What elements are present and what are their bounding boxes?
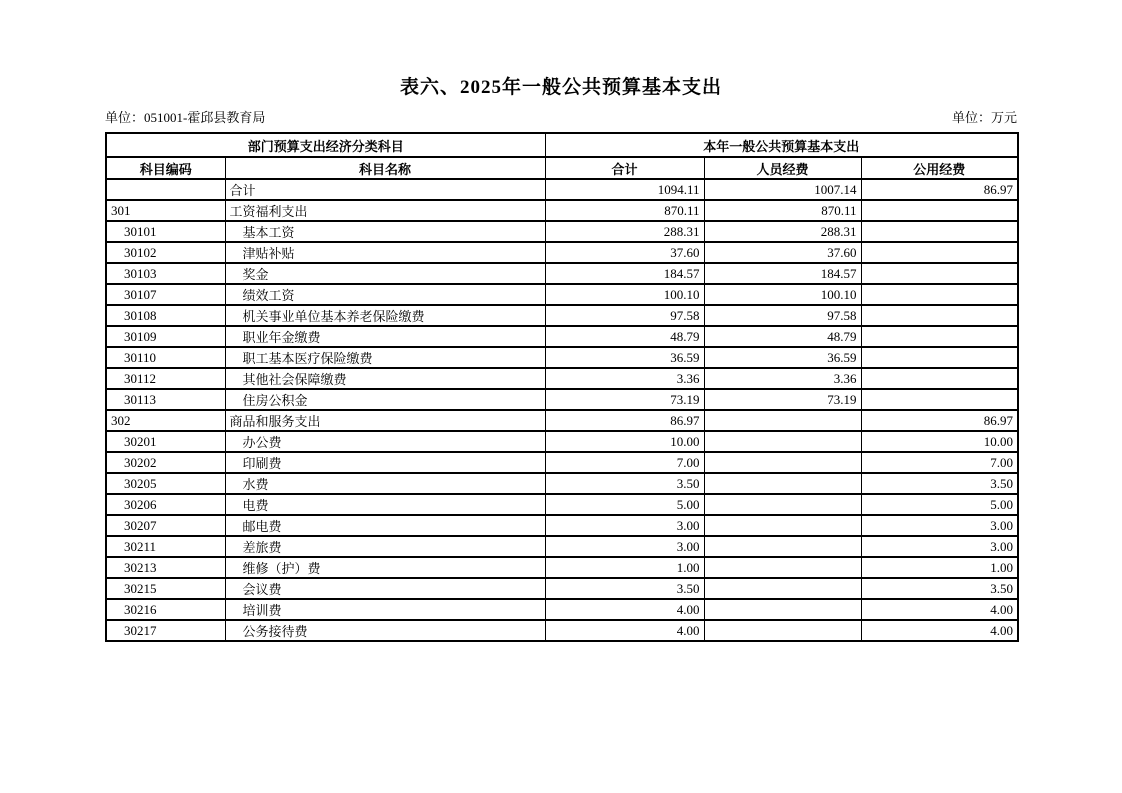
cell-public: 4.00: [861, 599, 1018, 620]
col-header-name: 科目名称: [225, 157, 545, 179]
cell-public: 10.00: [861, 431, 1018, 452]
cell-public: 7.00: [861, 452, 1018, 473]
cell-personnel: [704, 578, 861, 599]
cell-name: 绩效工资: [225, 284, 545, 305]
cell-public: [861, 347, 1018, 368]
unit-left-label: 单位：051001-霍邱县教育局: [105, 110, 266, 125]
cell-name: 培训费: [225, 599, 545, 620]
group-header-row: [106, 133, 1018, 157]
cell-name: 邮电费: [225, 515, 545, 536]
cell-public: 3.00: [861, 515, 1018, 536]
cell-name: 职业年金缴费: [225, 326, 545, 347]
table-row: [106, 284, 1018, 305]
cell-name: 商品和服务支出: [225, 410, 545, 431]
cell-personnel: 97.58: [704, 305, 861, 326]
cell-personnel: 288.31: [704, 221, 861, 242]
cell-personnel: 37.60: [704, 242, 861, 263]
cell-code: 30112: [106, 368, 225, 389]
table-row: [106, 221, 1018, 242]
cell-public: 4.00: [861, 620, 1018, 641]
cell-code: 30211: [106, 536, 225, 557]
cell-code: [106, 179, 225, 200]
cell-code: 30108: [106, 305, 225, 326]
table-row: [106, 263, 1018, 284]
cell-personnel: [704, 599, 861, 620]
cell-public: 3.50: [861, 578, 1018, 599]
table-row: [106, 536, 1018, 557]
cell-personnel: [704, 473, 861, 494]
table-row: [106, 242, 1018, 263]
cell-public: [861, 221, 1018, 242]
cell-name: 公务接待费: [225, 620, 545, 641]
cell-personnel: 3.36: [704, 368, 861, 389]
cell-name: 水费: [225, 473, 545, 494]
cell-public: [861, 242, 1018, 263]
group-header-right: 本年一般公共预算基本支出: [545, 133, 1018, 157]
table-row: [106, 452, 1018, 473]
cell-total: 3.36: [545, 368, 704, 389]
cell-total: 10.00: [545, 431, 704, 452]
cell-code: 30101: [106, 221, 225, 242]
cell-public: 86.97: [861, 179, 1018, 200]
cell-total: 870.11: [545, 200, 704, 221]
cell-personnel: [704, 452, 861, 473]
cell-total: 37.60: [545, 242, 704, 263]
cell-public: 3.50: [861, 473, 1018, 494]
cell-code: 30206: [106, 494, 225, 515]
cell-personnel: 73.19: [704, 389, 861, 410]
cell-name: 会议费: [225, 578, 545, 599]
cell-total: 4.00: [545, 599, 704, 620]
cell-code: 30205: [106, 473, 225, 494]
cell-total: 5.00: [545, 494, 704, 515]
cell-code: 30113: [106, 389, 225, 410]
table-row: [106, 620, 1018, 641]
cell-public: 5.00: [861, 494, 1018, 515]
cell-name: 合计: [225, 179, 545, 200]
cell-total: 73.19: [545, 389, 704, 410]
cell-personnel: [704, 494, 861, 515]
cell-code: 30202: [106, 452, 225, 473]
budget-table: [105, 132, 1019, 642]
table-row: [106, 431, 1018, 452]
cell-code: 30201: [106, 431, 225, 452]
table-row: [106, 515, 1018, 536]
page-title: 表六、2025年一般公共预算基本支出: [399, 77, 722, 98]
cell-total: 7.00: [545, 452, 704, 473]
table-row: [106, 410, 1018, 431]
cell-total: 4.00: [545, 620, 704, 641]
cell-personnel: [704, 620, 861, 641]
cell-personnel: 100.10: [704, 284, 861, 305]
cell-total: 3.00: [545, 515, 704, 536]
cell-public: 1.00: [861, 557, 1018, 578]
col-header-public: 公用经费: [861, 157, 1018, 179]
group-header-left: 部门预算支出经济分类科目: [106, 133, 545, 157]
cell-code: 30102: [106, 242, 225, 263]
cell-total: 36.59: [545, 347, 704, 368]
cell-name: 基本工资: [225, 221, 545, 242]
cell-code: 301: [106, 200, 225, 221]
cell-name: 印刷费: [225, 452, 545, 473]
cell-total: 1094.11: [545, 179, 704, 200]
cell-total: 288.31: [545, 221, 704, 242]
cell-total: 3.00: [545, 536, 704, 557]
cell-name: 差旅费: [225, 536, 545, 557]
col-header-total: 合计: [545, 157, 704, 179]
cell-name: 其他社会保障缴费: [225, 368, 545, 389]
cell-personnel: [704, 536, 861, 557]
cell-name: 办公费: [225, 431, 545, 452]
cell-total: 3.50: [545, 473, 704, 494]
cell-total: 100.10: [545, 284, 704, 305]
cell-code: 30109: [106, 326, 225, 347]
cell-public: [861, 200, 1018, 221]
cell-personnel: 36.59: [704, 347, 861, 368]
cell-name: 住房公积金: [225, 389, 545, 410]
cell-public: [861, 368, 1018, 389]
cell-total: 1.00: [545, 557, 704, 578]
cell-public: 86.97: [861, 410, 1018, 431]
cell-code: 30216: [106, 599, 225, 620]
cell-code: 302: [106, 410, 225, 431]
cell-total: 86.97: [545, 410, 704, 431]
cell-code: 30103: [106, 263, 225, 284]
table-row: [106, 473, 1018, 494]
cell-code: 30213: [106, 557, 225, 578]
cell-personnel: [704, 557, 861, 578]
cell-name: 职工基本医疗保险缴费: [225, 347, 545, 368]
cell-personnel: 1007.14: [704, 179, 861, 200]
cell-name: 工资福利支出: [225, 200, 545, 221]
cell-public: 3.00: [861, 536, 1018, 557]
cell-name: 维修（护）费: [225, 557, 545, 578]
cell-name: 电费: [225, 494, 545, 515]
cell-public: [861, 263, 1018, 284]
table-row: [106, 557, 1018, 578]
cell-personnel: [704, 410, 861, 431]
table-row: [106, 494, 1018, 515]
col-header-code: 科目编码: [106, 157, 225, 179]
column-header-row: [106, 157, 1018, 179]
cell-total: 48.79: [545, 326, 704, 347]
table-row: [106, 578, 1018, 599]
col-header-personnel: 人员经费: [704, 157, 861, 179]
cell-personnel: [704, 515, 861, 536]
cell-public: [861, 284, 1018, 305]
unit-right-label: 单位：万元: [951, 110, 1017, 125]
cell-public: [861, 305, 1018, 326]
table-row: [106, 326, 1018, 347]
cell-code: 30217: [106, 620, 225, 641]
table-row: [106, 347, 1018, 368]
cell-total: 97.58: [545, 305, 704, 326]
table-row: [106, 179, 1018, 200]
table-row: [106, 368, 1018, 389]
table-header: [106, 133, 1018, 179]
cell-code: 30207: [106, 515, 225, 536]
cell-personnel: [704, 431, 861, 452]
cell-code: 30110: [106, 347, 225, 368]
table-row: [106, 389, 1018, 410]
table-row: [106, 200, 1018, 221]
cell-personnel: 48.79: [704, 326, 861, 347]
cell-code: 30215: [106, 578, 225, 599]
cell-public: [861, 326, 1018, 347]
cell-name: 奖金: [225, 263, 545, 284]
cell-public: [861, 389, 1018, 410]
table-row: [106, 599, 1018, 620]
cell-total: 184.57: [545, 263, 704, 284]
cell-personnel: 184.57: [704, 263, 861, 284]
cell-name: 机关事业单位基本养老保险缴费: [225, 305, 545, 326]
cell-total: 3.50: [545, 578, 704, 599]
table-body: [106, 179, 1018, 641]
cell-code: 30107: [106, 284, 225, 305]
cell-personnel: 870.11: [704, 200, 861, 221]
cell-name: 津贴补贴: [225, 242, 545, 263]
table-row: [106, 305, 1018, 326]
meta-row: [105, 107, 1017, 126]
